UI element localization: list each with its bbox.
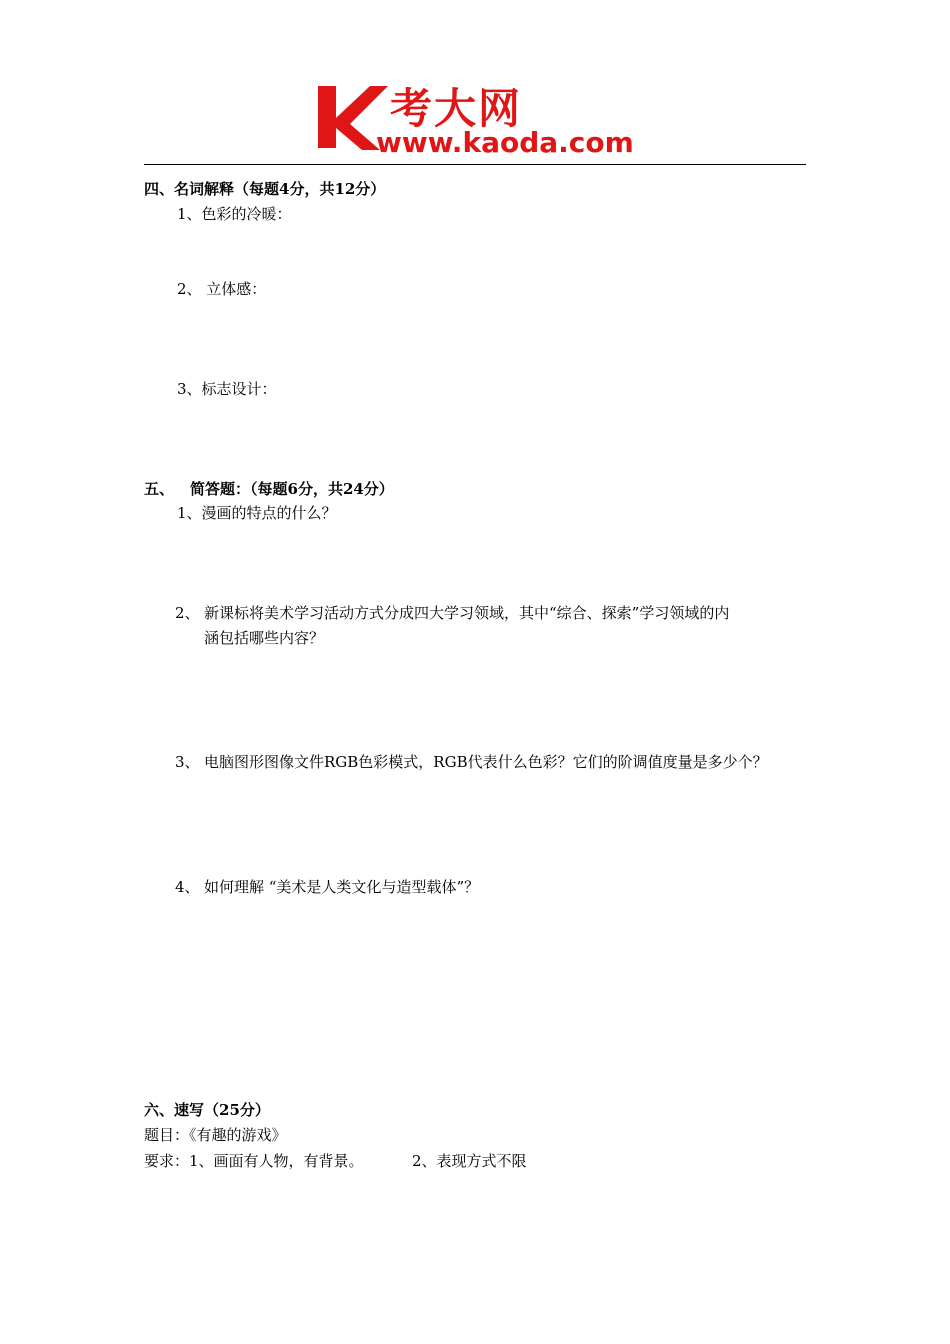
section5-heading-number: 五、 [144,480,175,498]
section5-question-3-number: 3、 [175,753,200,771]
section5-heading: 简答题：（每题6分，共24分） [190,480,394,498]
logo-chinese-text: 考大网 [390,84,523,133]
section5-question-2-number: 2、 [175,604,200,622]
section6-requirement-1: 要求：1、画面有人物，有背景。 [144,1152,364,1170]
section5-question-2-line1: 新课标将美术学习活动方式分成四大学习领域，其中“综合、探索”学习领域的内 [204,604,730,622]
section5-question-2-line2: 涵包括哪些内容？ [204,629,325,647]
section6-requirement-2: 2、表现方式不限 [412,1152,527,1170]
section4-item-2: 2、 立体感： [177,280,267,298]
section6-heading: 六、速写（25分） [144,1101,270,1119]
section5-question-4: 如何理解 “美术是人类文化与造型载体”？ [204,878,480,896]
section4-heading: 四、名词解释（每题4分，共12分） [144,180,386,198]
header-divider [144,164,806,165]
section4-item-3: 3、标志设计： [177,380,277,398]
section5-question-3: 电脑图形图像文件RGB色彩模式，RGB代表什么色彩？它们的阶调值度量是多少个？ [204,753,768,771]
kaoda-logo [318,80,640,158]
section5-question-4-number: 4、 [175,878,200,896]
section6-topic: 题目：《有趣的游戏》 [144,1126,287,1144]
logo-url-text: www.kaoda.com [376,126,634,159]
section4-item-1: 1、色彩的冷暖： [177,205,292,223]
section5-question-1: 1、漫画的特点的什么？ [177,504,337,522]
